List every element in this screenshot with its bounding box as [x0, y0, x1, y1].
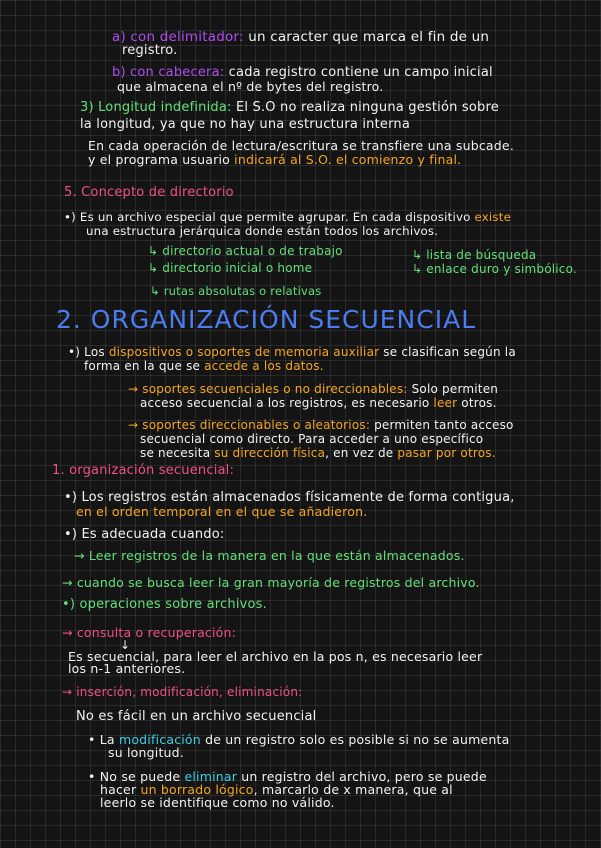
note-text: ↳ lista de búsqueda: [412, 248, 537, 262]
note-line: [68, 662, 185, 676]
note-line: [76, 710, 316, 724]
note-text: ↳ enlace duro y simbólico.: [412, 262, 577, 276]
note-line: [108, 746, 184, 760]
note-text: 5. Concepto de directorio: [64, 185, 234, 200]
note-line: [62, 626, 236, 640]
note-text: 1. organización secuencial:: [52, 463, 235, 478]
note-text: Solo permiten: [407, 382, 499, 396]
note-text: existe: [474, 210, 512, 224]
note-line: [412, 262, 577, 276]
note-text: una estructura jerárquica donde están todos los archivos.: [86, 224, 439, 238]
note-line: [128, 382, 498, 396]
note-text: 2. ORGANIZACIÓN SECUENCIAL: [56, 305, 477, 334]
note-line: [64, 210, 511, 224]
note-text: permiten tanto acceso: [370, 418, 514, 432]
note-text: leerlo se identifique como no válido.: [100, 795, 335, 810]
note-text: El S.O no realiza ninguna gestión sobre: [231, 100, 499, 115]
note-text: se necesita: [140, 446, 215, 460]
note-line: [88, 139, 514, 153]
note-text: → consulta o recuperación:: [62, 625, 237, 640]
note-text: forma en la que se: [84, 359, 205, 373]
note-line: [122, 44, 178, 58]
note-text: secuencial como directo. Para acceder a uno específico: [140, 432, 484, 446]
note-line: [80, 101, 499, 115]
note-line: [86, 224, 438, 238]
note-line: [84, 359, 324, 373]
note-text: la longitud, ya que no hay una estructura interna: [80, 117, 411, 132]
note-text: b) con cabecera:: [112, 65, 225, 80]
note-text: un caracter que marca el fin de un: [243, 29, 490, 45]
note-text: ↓: [120, 638, 131, 652]
note-line: [112, 66, 493, 80]
note-text: ↳ directorio actual o de trabajo: [148, 244, 343, 258]
note-text: •) Es un archivo especial que permite agrupar. En cada dispositivo: [64, 210, 475, 224]
note-text: , en vez de: [325, 446, 398, 460]
note-line: [100, 796, 335, 810]
note-text: que almacena el nº de bytes del registro.: [117, 79, 384, 94]
note-line: [140, 396, 497, 410]
note-line: [68, 345, 516, 359]
note-text: un registro del archivo, pero se puede: [237, 769, 487, 784]
note-text: los n-1 anteriores.: [68, 661, 186, 676]
note-line: [412, 248, 536, 262]
note-line: [74, 549, 465, 563]
note-line: [148, 244, 343, 258]
note-text: a) con delimitador:: [112, 29, 244, 45]
note-text: No es fácil en un archivo secuencial: [76, 709, 317, 724]
note-text: y el programa usuario: [88, 152, 235, 167]
note-line: [56, 306, 476, 334]
note-text: registro.: [122, 43, 178, 58]
note-text: indicará al S.O. el comienzo y final.: [234, 152, 462, 167]
note-line: [128, 418, 514, 432]
note-text: En cada operación de lectura/escritura se transfiere una subcade.: [88, 138, 514, 153]
note-text: leer: [433, 396, 458, 410]
note-text: modificación: [118, 732, 201, 747]
note-text: eliminar: [184, 769, 238, 784]
note-text: pasar por otros.: [397, 446, 496, 460]
note-text: hacer: [100, 782, 141, 797]
note-line: [88, 153, 461, 167]
note-text: •) Los registros están almacenados físicamente de forma contigua,: [64, 490, 515, 505]
note-text: un borrado lógico: [140, 782, 254, 797]
note-text: ↳ directorio inicial o home: [148, 261, 313, 275]
note-text: accede a los datos.: [204, 359, 324, 373]
note-text: •) Los: [68, 345, 109, 359]
note-text: su dirección física: [214, 446, 326, 460]
note-line: [148, 261, 312, 275]
note-text: Es secuencial, para leer el archivo en la pos n, es necesario leer: [68, 649, 483, 664]
note-line: [64, 528, 225, 542]
note-line: [140, 432, 483, 446]
note-text: otros.: [457, 396, 497, 410]
note-line: [62, 576, 480, 590]
note-line: [62, 685, 302, 699]
note-text: se clasifican según la: [379, 345, 516, 359]
note-text: → Leer registros de la manera en la que están almacenados.: [74, 548, 465, 563]
note-line: [64, 186, 234, 200]
note-line: [150, 284, 321, 298]
note-text: → soportes secuenciales o no direccionables:: [128, 382, 408, 396]
note-line: [140, 446, 496, 460]
note-text: ↳ rutas absolutas o relativas: [150, 284, 322, 298]
note-text: •) operaciones sobre archivos.: [62, 597, 267, 612]
note-line: [117, 80, 383, 94]
note-text: cada registro contiene un campo inicial: [224, 65, 493, 80]
note-line: [64, 491, 515, 505]
note-line: [52, 464, 234, 478]
note-text: de un registro solo es posible si no se aumenta: [200, 732, 510, 747]
note-text: • La: [88, 732, 119, 747]
note-line: [62, 598, 267, 612]
note-text: → cuando se busca leer la gran mayoría de registros del archivo.: [62, 575, 480, 590]
note-text: •) Es adecuada cuando:: [64, 527, 225, 542]
note-text: dispositivos o soportes de memoria auxiliar: [108, 345, 380, 359]
note-text: , marcarlo de x manera, que al: [253, 782, 453, 797]
note-text: su longitud.: [108, 745, 184, 760]
note-text: → soportes direccionables o aleatorios:: [128, 418, 371, 432]
note-text: • No se puede: [88, 769, 185, 784]
note-text: 3) Longitud indefinida:: [80, 100, 232, 115]
note-text: en el orden temporal en el que se añadieron.: [76, 504, 368, 519]
note-line: [76, 505, 367, 519]
note-line: [80, 118, 410, 132]
note-line: [112, 30, 489, 44]
note-text: acceso secuencial a los registros, es necesario: [140, 396, 434, 410]
note-text: → inserción, modificación, eliminación:: [62, 685, 303, 699]
